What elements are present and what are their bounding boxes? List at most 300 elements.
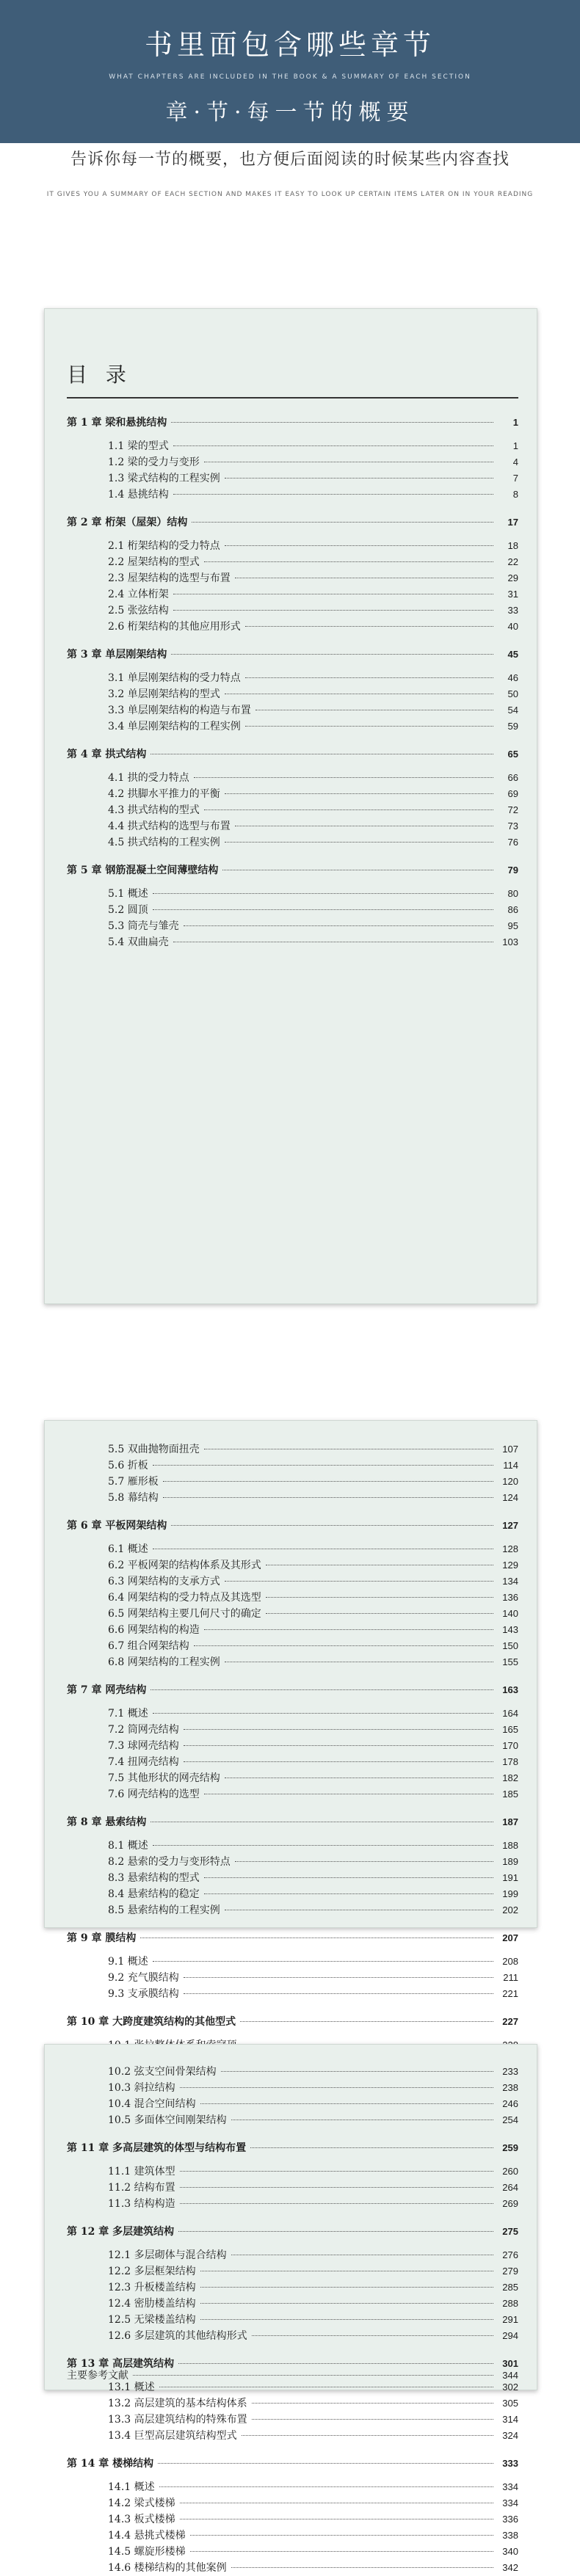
toc-section-row [67, 2412, 518, 2428]
toc-entry-page: 279 [502, 2266, 518, 2277]
toc-entry-page: 165 [502, 1724, 518, 1735]
dot-leader [225, 1581, 493, 1582]
dot-leader [225, 842, 493, 843]
toc-entry-page: 188 [502, 1840, 518, 1851]
references-label: 主要参考文献 [67, 2370, 128, 2382]
toc-section-row [67, 2328, 518, 2344]
toc-entry-page: 1 [512, 417, 518, 428]
toc-entry-label: 10.2 弦支空间骨架结构 [108, 2066, 217, 2078]
dot-leader [194, 1645, 493, 1646]
toc-entry-page: 221 [502, 1988, 518, 1999]
toc-entry-page: 302 [502, 2382, 518, 2393]
dot-leader [173, 610, 493, 611]
toc-entry-label: 9.2 充气膜结构 [108, 1972, 179, 1984]
toc-entry-label: 6.3 网架结构的支承方式 [108, 1576, 220, 1587]
toc-entry-label: 2.3 屋架结构的选型与布置 [108, 572, 231, 584]
toc-entry-label: 14.4 悬挑式楼梯 [108, 2530, 186, 2542]
toc-entry-page: 86 [507, 904, 518, 915]
toc-entry-page: 336 [502, 2514, 518, 2525]
toc-page-1 [44, 308, 537, 1304]
toc-title: 目 录 [67, 363, 132, 387]
toc-entry-label: 第 6 章 平板网架结构 [67, 1520, 167, 1532]
dot-leader [171, 654, 493, 655]
toc-section-row [67, 1590, 518, 1606]
toc-entry-label: 5.7 雁形板 [108, 1476, 159, 1488]
toc-entry-label: 第 10 章 大跨度建筑结构的其他型式 [67, 2016, 236, 2028]
toc-section-row [67, 470, 518, 487]
toc-section-row [67, 619, 518, 635]
toc-entry-label: 5.1 概述 [108, 888, 148, 900]
toc-entries [67, 1441, 518, 2053]
toc-section-row [67, 1541, 518, 1557]
toc-entry-page: 333 [502, 2458, 518, 2469]
toc-entry-page: 107 [502, 1444, 518, 1455]
toc-entry-page: 342 [502, 2562, 518, 2573]
toc-entry-label: 5.4 双曲扁壳 [108, 936, 169, 948]
toc-entry-page: 264 [502, 2182, 518, 2193]
toc-page-2 [44, 1420, 537, 2028]
dot-leader [163, 1481, 493, 1482]
dot-leader [180, 2087, 493, 2088]
toc-entry-label: 1.4 悬挑结构 [108, 489, 169, 501]
dot-leader [184, 1993, 493, 1994]
toc-section-row [67, 686, 518, 702]
toc-entry-label: 第 9 章 膜结构 [67, 1932, 137, 1944]
toc-entry-page: 65 [507, 749, 518, 760]
toc-entry-page: 114 [503, 1460, 518, 1471]
toc-section-row [67, 918, 518, 934]
toc-section-row [67, 586, 518, 603]
dot-leader [184, 1761, 493, 1762]
dot-leader [180, 2171, 493, 2172]
toc-entry-page: 76 [507, 837, 518, 848]
toc-entry-label: 8.1 概述 [108, 1840, 148, 1852]
toc-entry-page: 54 [507, 705, 518, 716]
toc-chapter-row [67, 503, 518, 538]
toc-entry-page: 95 [507, 920, 518, 931]
toc-entry-page: 31 [507, 589, 518, 600]
toc-entry-label: 9.1 概述 [108, 1956, 148, 1968]
toc-entry-label: 3.4 单层刚架结构的工程实例 [108, 721, 241, 732]
toc-entry-page: 178 [502, 1756, 518, 1767]
title-rule [67, 397, 518, 399]
toc-entry-page: 72 [507, 804, 518, 815]
toc-entry-label: 4.2 拱脚水平推力的平衡 [108, 788, 220, 800]
dot-leader [171, 1525, 493, 1526]
toc-entry-page: 246 [502, 2098, 518, 2109]
toc-entry-label: 14.5 螺旋形楼梯 [108, 2546, 186, 2558]
toc-entry-page: 69 [507, 788, 518, 799]
toc-entry-label: 14.1 概述 [108, 2481, 155, 2493]
toc-entry-page: 50 [507, 688, 518, 699]
toc-section-row [67, 1622, 518, 1638]
dot-leader [153, 893, 493, 894]
toc-entry-page: 259 [502, 2142, 518, 2153]
toc-section-row [67, 1886, 518, 1902]
toc-entry-label: 12.3 升板楼盖结构 [108, 2282, 196, 2293]
toc-entry-label: 第 7 章 网壳结构 [67, 1684, 147, 1696]
dot-leader [192, 522, 493, 523]
dot-leader [266, 1597, 493, 1598]
banner-subtitle: 章·节·每一节的概要 [165, 100, 415, 125]
dot-leader [240, 2021, 493, 2022]
toc-chapter-row [67, 2128, 518, 2164]
toc-entry-label: 8.3 悬索结构的型式 [108, 1872, 200, 1884]
toc-entry-label: 12.2 多层框架结构 [108, 2266, 196, 2277]
dot-leader [200, 2103, 493, 2104]
dot-leader [252, 2403, 493, 2404]
toc-entry-page: 260 [502, 2166, 518, 2177]
toc-entry-page: 128 [502, 1543, 518, 1554]
toc-section-row [67, 2064, 518, 2080]
toc-entry-page: 211 [503, 1972, 518, 1983]
toc-entry-label: 7.1 概述 [108, 1708, 148, 1720]
toc-page-3 [44, 2044, 537, 2574]
toc-entry-page: 33 [507, 605, 518, 616]
dot-leader [171, 422, 493, 423]
toc-entry-page: 129 [502, 1560, 518, 1571]
toc-entry-label: 12.4 密肋楼盖结构 [108, 2298, 196, 2310]
toc-entry-label: 11.2 结构布置 [108, 2182, 175, 2194]
dot-leader [245, 626, 493, 627]
toc-chapter-row [67, 635, 518, 670]
toc-entry-page: 340 [502, 2546, 518, 2557]
dot-leader [173, 445, 493, 446]
toc-entry-page: 301 [502, 2358, 518, 2369]
dot-leader [178, 2363, 493, 2364]
dot-leader [200, 2287, 493, 2288]
toc-entry-label: 4.3 拱式结构的型式 [108, 804, 200, 816]
dot-leader [231, 2567, 493, 2568]
toc-entry-label: 3.2 单层刚架结构的型式 [108, 688, 220, 700]
toc-entry-label: 5.2 圆顶 [108, 904, 148, 916]
toc-entry-page: 73 [507, 821, 518, 832]
toc-entry-page: 238 [502, 2082, 518, 2093]
toc-entry-label: 6.5 网架结构主要几何尺寸的确定 [108, 1608, 261, 1620]
toc-entry-label: 13.2 高层建筑的基本结构体系 [108, 2398, 247, 2409]
dot-leader [190, 2551, 493, 2552]
toc-entries [67, 2064, 518, 2576]
toc-entry-label: 12.6 多层建筑的其他结构形式 [108, 2330, 247, 2342]
toc-entry-page: 182 [502, 1772, 518, 1783]
banner-title: 书里面包含哪些章节 [144, 29, 435, 61]
dot-leader [173, 494, 493, 495]
dot-leader [252, 2419, 493, 2420]
toc-entry-label: 6.1 概述 [108, 1543, 148, 1555]
toc-entry-page: 334 [502, 2497, 518, 2508]
toc-section-row [67, 670, 518, 686]
toc-section-row [67, 1706, 518, 1722]
toc-entry-page: 79 [507, 865, 518, 876]
dot-leader [252, 2335, 493, 2336]
toc-entry-page: 143 [502, 1624, 518, 1635]
dot-leader [200, 2303, 493, 2304]
toc-section-row [67, 818, 518, 834]
dot-leader [204, 561, 493, 562]
toc-entry-page: 276 [502, 2249, 518, 2260]
toc-entry-page: 29 [507, 572, 518, 583]
toc-chapter-row [67, 1506, 518, 1541]
toc-section-row [67, 2479, 518, 2495]
dot-leader [158, 2463, 493, 2464]
dot-leader [250, 2147, 493, 2148]
toc-chapter-row [67, 851, 518, 886]
toc-entry-page: 59 [507, 721, 518, 732]
toc-section-row [67, 802, 518, 818]
dot-leader [266, 1613, 493, 1614]
dot-leader [204, 1877, 493, 1878]
toc-section-row [67, 2280, 518, 2296]
toc-section-row [67, 934, 518, 950]
toc-entry-label: 2.2 屋架结构的型式 [108, 556, 200, 568]
toc-entry-page: 140 [502, 1608, 518, 1619]
toc-entry-page: 66 [507, 772, 518, 783]
toc-section-row [67, 1722, 518, 1738]
dot-leader [242, 2435, 493, 2436]
dot-leader [180, 2203, 493, 2204]
toc-entry-label: 1.2 梁的受力与变形 [108, 456, 200, 468]
toc-section-row [67, 718, 518, 735]
toc-section-row [67, 2112, 518, 2128]
toc-section-row [67, 2180, 518, 2196]
dot-leader [184, 1729, 493, 1730]
dot-leader [194, 777, 493, 778]
toc-entry-label: 14.3 板式楼梯 [108, 2514, 175, 2525]
toc-entry-label: 2.4 立体桁架 [108, 589, 169, 600]
toc-section-row [67, 454, 518, 470]
toc-entry-label: 7.2 筒网壳结构 [108, 1724, 179, 1736]
toc-entry-label: 8.2 悬索的受力与变形特点 [108, 1856, 231, 1868]
toc-entry-label: 13.3 高层建筑结构的特殊布置 [108, 2414, 247, 2426]
toc-entry-page: 136 [502, 1592, 518, 1603]
toc-entry-page: 275 [502, 2226, 518, 2237]
toc-entry-page: 254 [502, 2114, 518, 2125]
toc-entry-page: 294 [502, 2330, 518, 2341]
intro-text: 告诉你每一节的概要，也方便后面阅读的时候某些内容查找 [70, 150, 510, 169]
toc-entry-page: 207 [502, 1932, 518, 1943]
toc-entry-label: 5.8 幕结构 [108, 1492, 159, 1504]
toc-entry-label: 2.1 桁架结构的受力特点 [108, 540, 220, 552]
toc-chapter-row [67, 1670, 518, 1706]
toc-section-row [67, 487, 518, 503]
toc-entry-page: 187 [502, 1816, 518, 1827]
references-row [67, 2368, 518, 2384]
dot-leader [200, 2319, 493, 2320]
toc-entry-label: 第 2 章 桁架（屋架）结构 [67, 517, 188, 528]
toc-entry-label: 2.6 桁架结构的其他应用形式 [108, 621, 241, 633]
dot-leader [180, 2187, 493, 2188]
toc-entry-label: 7.4 扭网壳结构 [108, 1756, 179, 1768]
toc-section-row [67, 2312, 518, 2328]
toc-section-row [67, 1606, 518, 1622]
toc-section-row [67, 1902, 518, 1918]
toc-entry-page: 285 [502, 2282, 518, 2293]
toc-section-row [67, 1786, 518, 1802]
toc-entry-label: 13.4 巨型高层建筑结构型式 [108, 2430, 237, 2442]
toc-entry-page: 191 [502, 1872, 518, 1883]
toc-entry-page: 288 [502, 2298, 518, 2309]
toc-entry-label: 6.6 网架结构的构造 [108, 1624, 200, 1636]
dot-leader [225, 545, 493, 546]
toc-entry-label: 12.5 无梁楼盖结构 [108, 2314, 196, 2326]
toc-entry-label: 7.3 球网壳结构 [108, 1740, 179, 1752]
toc-entry-label: 14.6 楼梯结构的其他案例 [108, 2562, 227, 2574]
toc-section-row [67, 1970, 518, 1986]
toc-section-row [67, 1986, 518, 2002]
toc-entry-label: 第 13 章 高层建筑结构 [67, 2358, 175, 2370]
toc-section-row [67, 570, 518, 586]
dot-leader [245, 726, 493, 727]
dot-leader [159, 2486, 493, 2487]
dot-leader [225, 478, 493, 479]
toc-entry-label: 10.4 混合空间结构 [108, 2098, 196, 2110]
toc-entry-label: 5.6 折板 [108, 1460, 148, 1471]
toc-section-row [67, 2528, 518, 2544]
toc-entry-page: 227 [502, 2016, 518, 2027]
toc-section-row [67, 538, 518, 554]
toc-entry-label: 4.4 拱式结构的选型与布置 [108, 821, 231, 832]
toc-entry-page: 199 [502, 1888, 518, 1899]
dot-leader [153, 1961, 493, 1962]
toc-entry-page: 163 [502, 1684, 518, 1695]
toc-entry-label: 5.3 筒壳与雏壳 [108, 920, 179, 932]
toc-entry-label: 3.1 单层刚架结构的受力特点 [108, 672, 241, 684]
toc-entry-page: 314 [502, 2414, 518, 2425]
dot-leader [225, 793, 493, 794]
toc-entry-page: 150 [502, 1640, 518, 1651]
toc-entry-page: 40 [507, 621, 518, 632]
toc-section-row [67, 2395, 518, 2412]
toc-entry-label: 8.4 悬索结构的稳定 [108, 1888, 200, 1900]
toc-entry-label: 第 12 章 多层建筑结构 [67, 2226, 175, 2238]
toc-entry-page: 208 [502, 1956, 518, 1967]
toc-section-row [67, 2495, 518, 2511]
toc-entry-page: 170 [502, 1740, 518, 1751]
toc-entry-page: 291 [502, 2314, 518, 2325]
toc-chapter-row [67, 1802, 518, 1838]
toc-entry-label: 5.5 双曲抛物面扭壳 [108, 1444, 200, 1455]
toc-section-row [67, 438, 518, 454]
toc-section-row [67, 702, 518, 718]
toc-entry-label: 6.8 网架结构的工程实例 [108, 1656, 220, 1668]
toc-chapter-row [67, 2212, 518, 2247]
toc-section-row [67, 786, 518, 802]
toc-entry-page: 18 [507, 540, 518, 551]
toc-section-row [67, 1441, 518, 1458]
toc-entry-page: 4 [512, 456, 518, 467]
dot-leader [153, 1713, 493, 1714]
toc-entry-page: 338 [502, 2530, 518, 2541]
toc-section-row [67, 2247, 518, 2263]
toc-entry-label: 2.5 张弦结构 [108, 605, 169, 616]
toc-section-row [67, 834, 518, 851]
header-banner [0, 0, 580, 143]
toc-section-row [67, 2196, 518, 2212]
dot-leader [178, 2231, 493, 2232]
dot-leader [184, 925, 493, 926]
toc-entry-page: 185 [502, 1789, 518, 1800]
toc-section-row [67, 1573, 518, 1590]
toc-entry-label: 7.6 网壳结构的选型 [108, 1789, 200, 1800]
toc-section-row [67, 2511, 518, 2528]
toc-chapter-row [67, 2444, 518, 2479]
toc-entry-label: 11.1 建筑体型 [108, 2166, 175, 2177]
toc-section-row [67, 1557, 518, 1573]
toc-entry-page: 46 [507, 672, 518, 683]
toc-section-row [67, 1954, 518, 1970]
toc-entry-label: 4.5 拱式结构的工程实例 [108, 837, 220, 848]
dot-leader [153, 1845, 493, 1846]
toc-entry-label: 12.1 多层砌体与混合结构 [108, 2249, 227, 2261]
toc-entry-label: 3.3 单层刚架结构的构造与布置 [108, 705, 251, 716]
dot-leader [245, 677, 493, 678]
toc-entry-page: 269 [502, 2198, 518, 2209]
toc-entry-page: 233 [502, 2066, 518, 2077]
toc-chapter-row [67, 735, 518, 770]
toc-entry-label: 10.5 多面体空间刚架结构 [108, 2114, 227, 2126]
dot-leader [235, 1861, 493, 1862]
dot-leader [204, 809, 493, 810]
toc-section-row [67, 2263, 518, 2280]
banner-subtitle-en: WHAT CHAPTERS ARE INCLUDED IN THE BOOK & A SUMMARY OF EACH SECTION [109, 73, 471, 81]
toc-entry-label: 6.4 网架结构的受力特点及其选型 [108, 1592, 261, 1604]
toc-entry-page: 164 [502, 1708, 518, 1719]
toc-section-row [67, 1638, 518, 1654]
toc-entry-page: 7 [512, 473, 518, 484]
toc-entry-label: 第 14 章 楼梯结构 [67, 2458, 154, 2470]
toc-section-row [67, 2428, 518, 2444]
toc-entry-page: 103 [502, 936, 518, 947]
dot-leader [153, 1465, 493, 1466]
toc-section-row [67, 1838, 518, 1854]
toc-section-row [67, 1854, 518, 1870]
toc-entry-label: 13.1 概述 [108, 2382, 155, 2393]
toc-section-row [67, 2080, 518, 2096]
toc-section-row [67, 1654, 518, 1670]
dot-leader [221, 2071, 493, 2072]
toc-entry-label: 11.3 结构构造 [108, 2198, 175, 2210]
toc-entry-label: 9.3 支承膜结构 [108, 1988, 179, 2000]
toc-entry-label: 第 5 章 钢筋混凝土空间薄壁结构 [67, 865, 219, 876]
toc-section-row [67, 886, 518, 902]
toc-entry-page: 334 [502, 2481, 518, 2492]
toc-entry-label: 1.1 梁的型式 [108, 440, 169, 452]
toc-entry-page: 324 [502, 2430, 518, 2441]
toc-entry-page: 189 [502, 1856, 518, 1867]
toc-entry-label: 7.5 其他形状的网壳结构 [108, 1772, 220, 1784]
toc-entry-label: 6.7 组合网架结构 [108, 1640, 189, 1652]
dot-leader [184, 1977, 493, 1978]
toc-section-row [67, 902, 518, 918]
toc-section-row [67, 554, 518, 570]
toc-section-row [67, 2560, 518, 2576]
toc-entries [67, 403, 518, 950]
toc-section-row [67, 603, 518, 619]
toc-entry-page: 80 [507, 888, 518, 899]
toc-entry-page: 155 [502, 1656, 518, 1667]
intro-text-en: IT GIVES YOU A SUMMARY OF EACH SECTION AND MAKES IT EASY TO LOOK UP CERTAIN ITEMS LATER ON IN YOUR READING [46, 191, 534, 198]
toc-entry-page: 17 [507, 517, 518, 528]
dot-leader [204, 1893, 493, 1894]
toc-chapter-row [67, 2002, 518, 2037]
toc-chapter-row [67, 403, 518, 438]
toc-entry-label: 第 11 章 多高层建筑的体型与结构布置 [67, 2142, 247, 2154]
toc-entry-page: 1 [512, 440, 518, 451]
toc-entry-page: 202 [502, 1904, 518, 1915]
dot-leader [153, 909, 493, 910]
toc-entry-label: 1.3 梁式结构的工程实例 [108, 473, 220, 484]
toc-entry-page: 127 [502, 1520, 518, 1531]
